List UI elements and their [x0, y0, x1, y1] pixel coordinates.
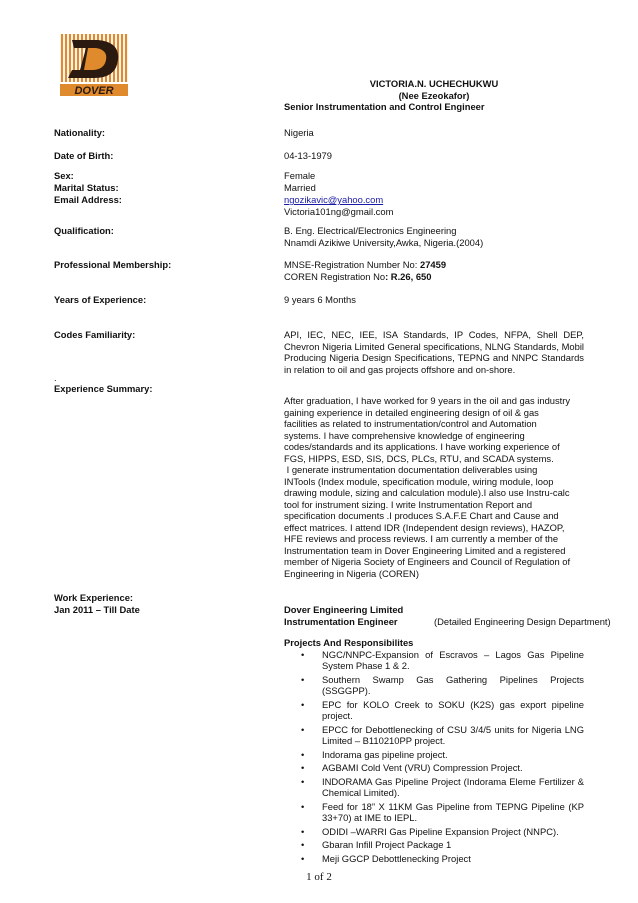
company-name: Dover Engineering Limited — [284, 604, 404, 615]
bullet-icon: • — [301, 762, 305, 773]
summary-text: After graduation, I have worked for 9 years in the oil and gas industry gaining experience in detailed engineering design of oil & gas facilities as related to instrumentation/control and Automation systems. I have comprehensive knowledge of engineering codes/standards and its applications. I have working experience of FGS, HIPPS, ESD, SIS, DCS, PLCs, RTU, and SCADA systems. I generate instrumentation documentation deliverables using INTools (Index module, specification module, wiring module, loop drawing module, sizing and calculation module).I also use Instru-calc tool for instrument sizing. I write Instrumentation Report and specification documents .I produces S.A.F.E Chart and Cause and effect matrices. I attend IDR (Independent design reviews), HAZOP, HFE reviews and process reviews. I am currently a member of the Instrumentation team in Dover Engineering Limited and a registered member of Nigeria Society of Engineers and Council of Regulation of Engineering in Nigeria (COREN) — [284, 395, 571, 579]
list-item: • AGBAMI Cold Vent (VRU) Compression Project. — [301, 762, 523, 773]
coren-number: : R.26, 650 — [385, 270, 432, 282]
email-values — [284, 194, 584, 217]
list-item: • Southern Swamp Gas Gathering Pipelines Projects (SSGGPP). — [301, 673, 584, 696]
projects-heading: Projects And Responsibilites — [284, 637, 414, 648]
list-item: • EPC for KOLO Creek to SOKU (K2S) gas export pipeline project. — [301, 698, 584, 721]
bullet-icon: • — [301, 673, 305, 685]
logo-text: DOVER — [74, 85, 114, 97]
bullet-icon: • — [301, 839, 305, 850]
bullet-icon: • — [301, 648, 305, 660]
list-item: • Meji GGCP Debottlenecking Project — [301, 852, 471, 864]
list-item: • EPCC for Debottlenecking of CSU 3/4/5 units for Nigeria LNG Limited – B110210PP project. — [301, 723, 584, 746]
candidate-name: VICTORIA.N. UCHECHUKWU — [369, 78, 499, 89]
dob-label: Date of Birth: — [54, 150, 114, 161]
nationality-label: Nationality: — [54, 127, 106, 138]
resume-header — [284, 78, 584, 113]
years-label: Years of Experience: — [54, 294, 147, 305]
email-label: Email Address: — [54, 194, 122, 205]
work-label: Work Experience: — [54, 592, 134, 603]
marital-value: Married — [284, 182, 316, 193]
department: (Detailed Engineering Design Department) — [434, 615, 611, 627]
marital-label: Marital Status: — [54, 182, 119, 193]
summary-label: Experience Summary: — [54, 383, 153, 394]
mnse-number: 27459 — [419, 259, 447, 270]
list-item: • ODIDI –WARRI Gas Pipeline Expansion Project (NNPC). — [301, 825, 559, 837]
sex-label: Sex: — [54, 170, 74, 181]
role-title: Instrumentation Engineer — [284, 615, 398, 627]
bullet-icon: • — [301, 852, 305, 864]
work-company-block — [284, 604, 611, 627]
bullet-icon: • — [301, 800, 305, 812]
codes-value: API, IEC, NEC, IEE, ISA Standards, IP Codes, NFPA, Shell DEP, Chevron Nigeria Limited General specifications, NLNG Standards, Mobil Producing Nigeria Design Specifications, TEPNG and NNPC Standards in relation to oil and gas projects offshore and on-shore. — [284, 329, 584, 375]
bullet-icon: • — [301, 748, 305, 760]
nationality-value: Nigeria — [284, 127, 314, 138]
list-item: • INDORAMA Gas Pipeline Project (Indorama Eleme Fertilizer & Chemical Limited). — [301, 775, 584, 798]
projects-section — [284, 637, 584, 866]
job-title: Senior Instrumentation and Control Engineer — [284, 101, 485, 112]
bullet-icon: • — [301, 723, 305, 735]
bullet-icon: • — [301, 825, 305, 837]
list-item: • Gbaran Infill Project Package 1 — [301, 839, 452, 850]
mnse-registration: MNSE-Registration Number No: 27459 — [284, 259, 447, 270]
bullet-icon: • — [301, 698, 305, 710]
list-item: • Feed for 18” X 11KM Gas Pipeline from TEPNG Pipeline (KP 33+70) at IME to IEPL. — [301, 800, 584, 823]
list-item: • Indorama gas pipeline project. — [301, 748, 448, 760]
codes-label: Codes Familiarity: — [54, 329, 136, 340]
qualification-university: Nnamdi Azikiwe University,Awka, Nigeria.(2004) — [284, 236, 484, 248]
company-logo — [58, 32, 130, 98]
email-link-primary[interactable]: ngozikavic@yahoo.com — [284, 194, 384, 205]
qualification-value — [284, 225, 584, 248]
list-item: • NGC/NNPC-Expansion of Escravos – Lagos Gas Pipeline System Phase 1 & 2. — [301, 648, 584, 671]
projects-list — [284, 649, 584, 865]
work-period: Jan 2011 – Till Date — [54, 604, 140, 615]
qualification-label: Qualification: — [54, 225, 114, 236]
bullet-icon: • — [301, 775, 305, 787]
sex-value: Female — [284, 170, 316, 181]
dob-value: 04-13-1979 — [284, 150, 332, 161]
coren-registration: COREN Registration No: R.26, 650 — [284, 270, 432, 282]
summary-dot: . — [54, 372, 57, 383]
qualification-degree: B. Eng. Electrical/Electronics Engineering — [284, 225, 457, 236]
page-number: 1 of 2 — [306, 871, 332, 883]
membership-value — [284, 259, 584, 282]
email-secondary: Victoria101ng@gmail.com — [284, 205, 394, 217]
membership-label: Professional Membership: — [54, 259, 172, 270]
years-value: 9 years 6 Months — [284, 294, 356, 305]
maiden-name: (Nee Ezeokafor) — [398, 89, 470, 101]
